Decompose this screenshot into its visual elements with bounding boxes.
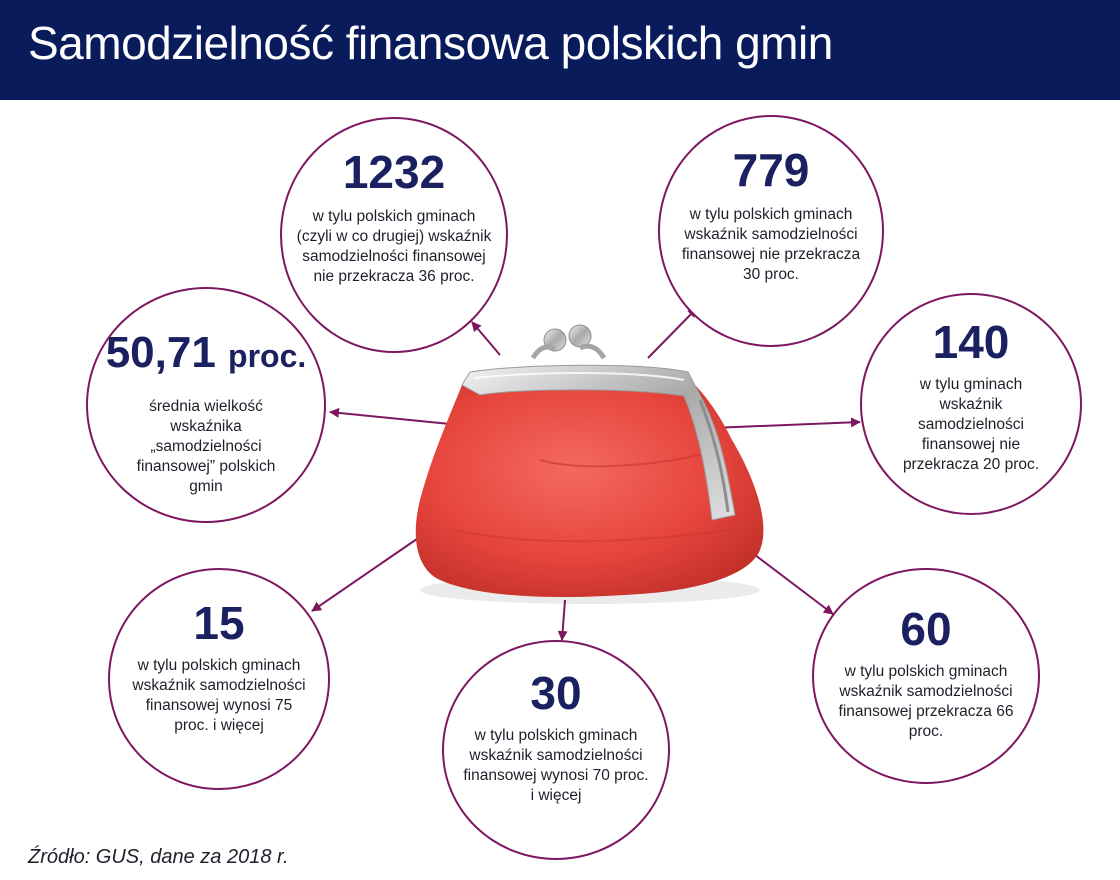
fact-description: w tylu gminach wskaźnik samodzielności finansowej nie przekracza 20 proc. (902, 376, 1040, 473)
arrow-to-1232 (472, 322, 500, 355)
arrow-to-140 (712, 422, 860, 428)
fact-description: w tylu polskich gminach wskaźnik samodzielności finansowej przekracza 66 proc. (838, 663, 1014, 740)
fact-description: w tylu polskich gminach wskaźnik samodzielności finansowej nie przekracza 30 proc. (681, 206, 861, 283)
source-note: Źródło: GUS, dane za 2018 r. (28, 846, 289, 868)
fact-value: 140 (932, 316, 1010, 368)
fact-description: w tylu polskich gminach wskaźnik samodzielności finansowej wynosi 75 proc. i więcej (132, 657, 306, 734)
fact-unit: proc. (228, 338, 307, 374)
fact-circle-1232 (280, 117, 508, 353)
fact-value: 60 (900, 603, 952, 655)
fact-circle-779 (658, 115, 884, 347)
arrow-to-50-71 (330, 412, 460, 425)
fact-circle-30 (442, 640, 670, 860)
arrow-to-30 (562, 600, 565, 640)
page-title: Samodzielność finansowa polskich gmin (28, 17, 833, 69)
arrow-to-779 (648, 308, 697, 358)
fact-circle-50-71 (86, 287, 326, 523)
fact-circle-140 (860, 293, 1082, 515)
fact-value: 50,71 (105, 328, 216, 377)
red-coin-purse-icon (416, 325, 764, 604)
fact-description: w tylu polskich gminach (czyli w co drugiej) wskaźnik samodzielności finansowej nie przekracza 36 proc. (296, 208, 492, 285)
fact-value: 30 (530, 667, 582, 719)
fact-value: 15 (193, 597, 245, 649)
fact-circle-60 (812, 568, 1040, 784)
arrow-to-15 (312, 530, 430, 611)
fact-value: 1232 (342, 146, 446, 198)
fact-value-wrapper (88, 328, 324, 377)
fact-description: w tylu polskich gminach wskaźnik samodzielności finansowej wynosi 70 proc. i więcej (463, 727, 649, 804)
fact-description: średnia wielkość wskaźnika „samodzielności finansowej” polskich gmin (136, 398, 276, 495)
fact-circle-15 (108, 568, 330, 790)
fact-value: 779 (732, 144, 810, 196)
